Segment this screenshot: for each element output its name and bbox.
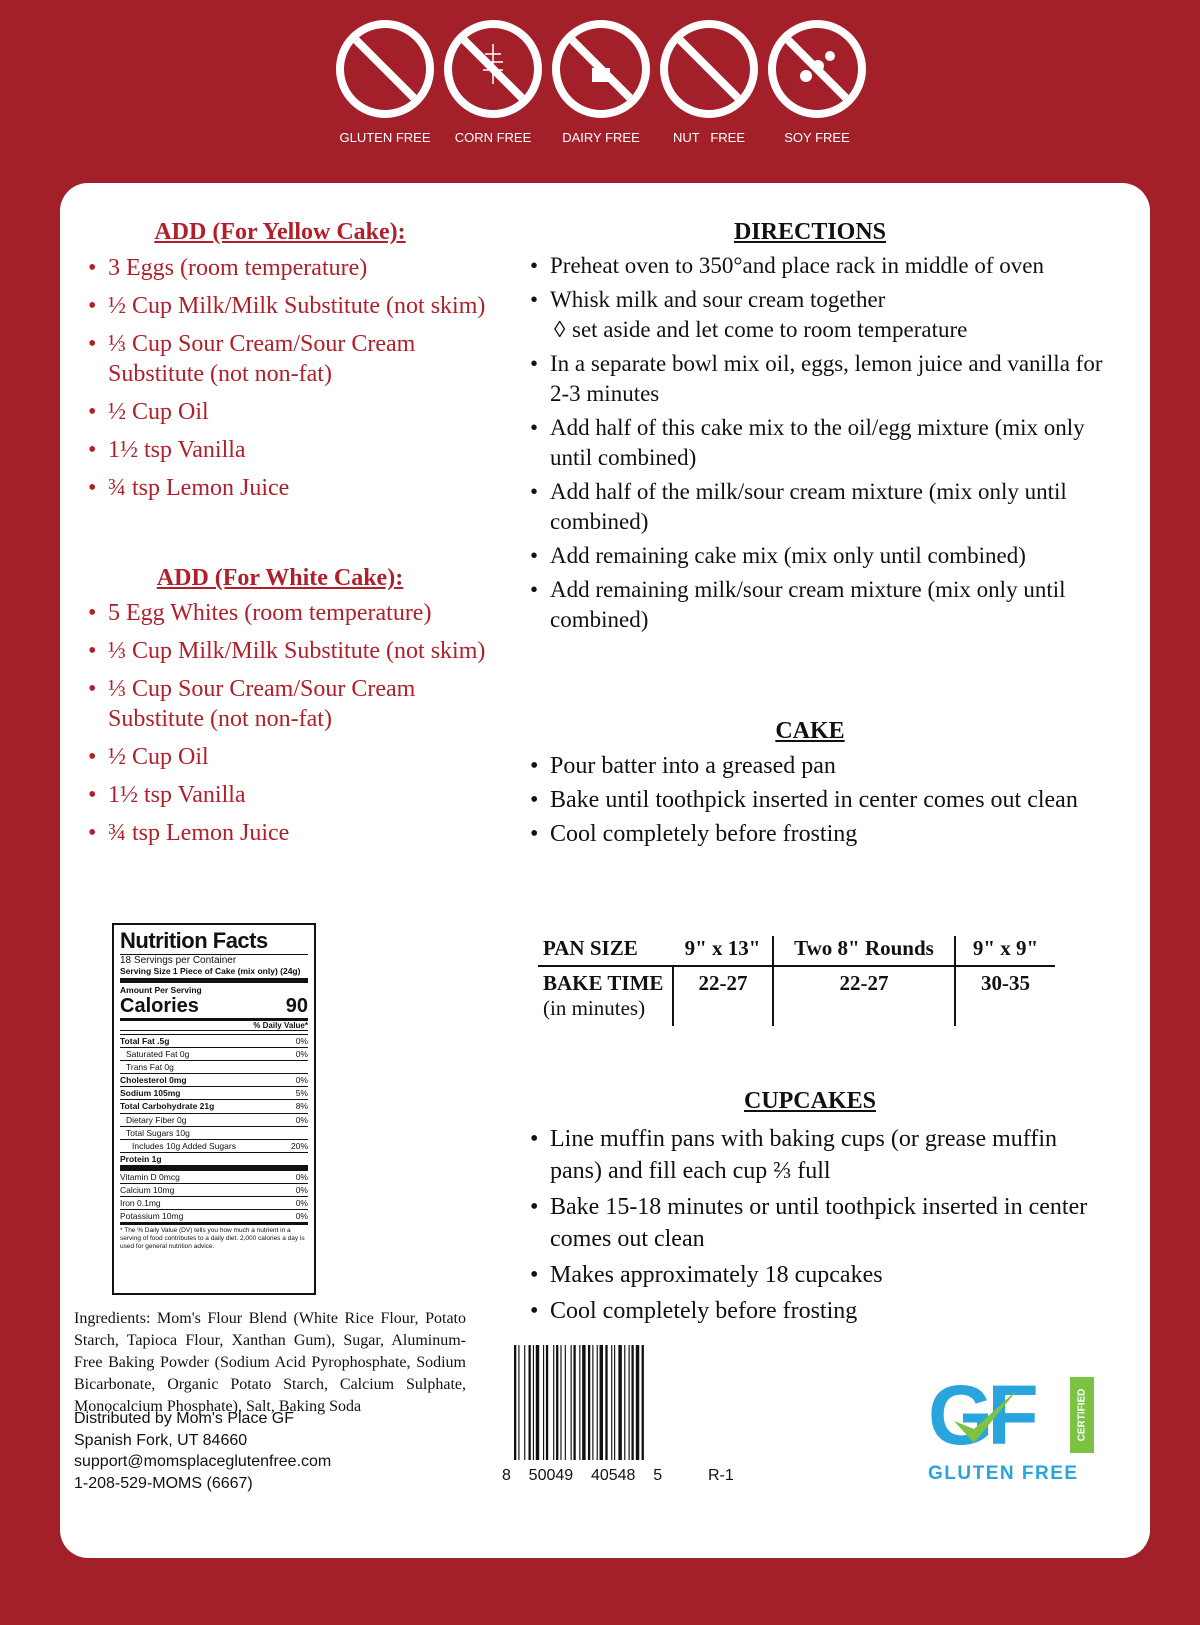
barcode [500,1345,734,1500]
list-item: • ⅓ Cup Sour Cream/Sour Cream Substitute (not non-fat) [88,674,488,734]
pan-9x9: 9" x 9" [955,936,1055,966]
bake-time-unit: (in minutes) [543,996,646,1020]
list-item: • Preheat oven to 350°and place rack in middle of oven [530,251,1110,281]
nutrient-row [120,1183,308,1196]
bake-time-9x13: 22-27 [673,966,773,1026]
barcode-bar [597,1345,598,1460]
badge-dairy-free [546,20,656,145]
milk-carton-icon [552,20,650,118]
soybean-icon [768,20,866,118]
nutrient-dv: 5% [295,1088,308,1099]
nutrition-facts-label [112,923,316,1295]
daily-value-header: % Daily Value* [120,1021,308,1031]
serving-size: Serving Size 1 Piece of Cake (mix only) (24g) [120,966,308,983]
barcode-bar [592,1345,593,1460]
list-item: • Line muffin pans with baking cups (or grease muffin pans) and fill each cup ⅔ full [530,1123,1110,1187]
nutrient-name: Sodium 105mg [120,1088,181,1099]
bake-time-table [538,936,1055,1026]
list-item: • Makes approximately 18 cupcakes [530,1259,1110,1291]
list-item: • Add remaining milk/sour cream mixture (mix only until combined) [530,575,1110,635]
list-item: • Add remaining cake mix (mix only until combined) [530,541,1110,571]
pan-size-label: PAN SIZE [538,936,673,966]
nutrient-dv: 0% [295,1198,308,1209]
barcode-bar [642,1345,644,1460]
certified-tag [1070,1377,1094,1453]
list-item: • ⅓ Cup Sour Cream/Sour Cream Substitute (not non-fat) [88,329,488,389]
badge-soy-free [762,20,872,145]
list-item: • ¾ tsp Lemon Juice [88,473,488,503]
list-item: • ½ Cup Milk/Milk Substitute (not skim) [88,291,488,321]
gf-certified-logo [928,1368,1100,1493]
barcode-bar [618,1345,621,1460]
nutrient-name: Total Carbohydrate 21g [120,1101,215,1112]
barcode-bar [553,1345,554,1460]
corn-icon [444,20,542,118]
calories-label: Calories [120,995,199,1017]
barcode-bar [614,1345,615,1460]
list-item: • Bake until toothpick inserted in center comes out clean [530,785,1110,815]
list-item: • Add half of this cake mix to the oil/egg mixture (mix only until combined) [530,413,1110,473]
nutrient-dv: 0% [295,1036,308,1046]
list-item: • Bake 15-18 minutes or until toothpick inserted in center comes out clean [530,1191,1110,1255]
nutrient-name: Potassium 10mg [120,1211,184,1222]
nutrient-dv: 0% [295,1185,308,1196]
barcode-bar [629,1345,630,1460]
nutrient-row [120,1073,308,1086]
barcode-bar [529,1345,531,1460]
ingredients-text: Ingredients: Mom's Flour Blend (White Rice Flour, Potato Starch, Tapioca Flour, Xanthan Gum), Sugar, Aluminum-Free Baking Powder (Sodium Acid Pyrophosphate, Sodium Bicarbonate, Organic Potato Starch, Calcium Sulphate, Monocalcium Phosphate), Salt, Baking Soda [74,1310,466,1415]
badge-label: DAIRY FREE [562,130,640,145]
bake-time-9x9: 30-35 [955,966,1055,1026]
nutrient-dv: 0% [295,1049,308,1060]
nutrient-name: Total Sugars 10g [126,1127,190,1138]
distributor-address: Spanish Fork, UT 84660 [74,1431,248,1449]
nutrient-name: Dietary Fiber 0g [126,1114,187,1125]
instructions-panel [60,183,1150,1558]
cake-list [530,751,1110,853]
barcode-bar [573,1345,575,1460]
nutrient-row [120,1060,308,1073]
barcode-bar [579,1345,580,1460]
allergen-badges [330,20,870,155]
nutrient-dv: 0% [295,1114,308,1125]
barcode-bar [631,1345,633,1460]
nutrient-row [120,1034,308,1047]
bake-time-label [538,966,673,1026]
list-item: • Whisk milk and sour cream together [530,285,1110,315]
nutrient-row [120,1047,308,1060]
barcode-bar [588,1345,590,1460]
calories-value: 90 [285,995,308,1017]
nutrient-row [120,1170,308,1183]
revision-code: R-1 [708,1467,734,1484]
barcode-bars [514,1345,690,1460]
list-item: • 1½ tsp Vanilla [88,435,488,465]
barcode-bar [605,1345,607,1460]
pan-9x13: 9" x 13" [673,936,773,966]
nutrient-dv: 0% [295,1075,308,1086]
list-item: • Cool completely before frosting [530,1295,1110,1327]
list-item: • In a separate bowl mix oil, eggs, lemon juice and vanilla for 2-3 minutes [530,349,1110,409]
badge-label: SOY FREE [784,130,850,145]
nutrient-name: Total Fat .5g [120,1036,170,1046]
nutrient-row [120,1139,308,1152]
barcode-bar [611,1345,612,1460]
pan-two-8-rounds: Two 8" Rounds [773,936,955,966]
barcode-bar [533,1345,534,1460]
nutrient-row [120,1086,308,1099]
list-item: • Cool completely before frosting [530,819,1110,849]
list-item: • 1½ tsp Vanilla [88,780,488,810]
nutrient-name: Iron 0.1mg [120,1198,161,1209]
bake-time-title: BAKE TIME [543,971,664,995]
barcode-bar [524,1345,525,1460]
yellow-cake-heading: ADD (For Yellow Cake): [154,219,406,245]
list-item: • 3 Eggs (room temperature) [88,253,488,283]
list-item: • Add half of the milk/sour cream mixture (mix only until combined) [530,477,1110,537]
barcode-bar [636,1345,639,1460]
nutrient-row [120,1113,308,1126]
barcode-bar [582,1345,585,1460]
badge-label: NUT FREE [673,130,745,145]
directions-heading: DIRECTIONS [733,219,887,245]
barcode-bar [518,1345,519,1460]
distributor-phone: 1-208-529-MOMS (6667) [74,1474,253,1492]
badge-label: CORN FREE [454,130,532,145]
servings-per-container: 18 Servings per Container [120,954,308,966]
nutrient-name: Protein 1g [120,1153,162,1164]
cupcakes-list [530,1123,1110,1331]
gluten-free-caption: GLUTEN FREE [928,1463,1079,1484]
badge-nut-free [654,20,764,145]
nutrient-dv: 20% [290,1140,308,1151]
nutrition-footnote: * The % Daily Value (DV) tells you how much a nutrient in a serving of food contributes to a daily diet. 2,000 calories a day is used for general nutrition advice. [120,1222,308,1251]
distributor-line: Distributed by Mom's Place GF [74,1410,295,1427]
barcode-bar [600,1345,603,1460]
badge-label: GLUTEN FREE [339,130,431,145]
wheat-icon [336,20,434,118]
nutrient-rows [120,1034,308,1222]
directions-list [530,251,1110,639]
nutrient-name: Saturated Fat 0g [126,1049,190,1060]
badge-corn-free [438,20,548,145]
nutrient-name: Calcium 10mg [120,1185,175,1196]
white-cake-list [88,598,488,856]
nutrient-row [120,1099,308,1112]
badge-gluten-free [330,20,440,145]
certified-text: CERTIFIED [1076,1388,1088,1442]
nutrient-name: Cholesterol 0mg [120,1075,187,1086]
list-item: • ½ Cup Oil [88,397,488,427]
distributor-info [74,1408,466,1494]
nutrient-row [120,1152,308,1170]
barcode-bar [543,1345,544,1460]
barcode-bar [624,1345,625,1460]
barcode-bar [514,1345,516,1460]
nutrition-title: Nutrition Facts [120,928,268,953]
list-item: ◊ set aside and let come to room temperature [530,315,1110,345]
list-item: • 5 Egg Whites (room temperature) [88,598,488,628]
barcode-bar [536,1345,539,1460]
barcode-bar [571,1345,572,1460]
white-cake-heading: ADD (For White Cake): [156,565,404,591]
nutrient-name: Vitamin D 0mcg [120,1171,180,1182]
cake-heading: CAKE [775,718,845,744]
cupcakes-heading: CUPCAKES [743,1088,876,1114]
nutrient-dv: 8% [295,1101,308,1112]
nutrient-row [120,1126,308,1139]
nutrient-dv: 0% [295,1211,308,1222]
nutrient-row [120,1209,308,1222]
gf-mark: GF [928,1368,1033,1462]
nutrient-dv: 0% [295,1171,308,1182]
amount-per-serving: Amount Per Serving [120,985,202,995]
checkmark-icon [946,1383,1026,1453]
barcode-bar [546,1345,548,1460]
bake-time-8-rounds: 22-27 [773,966,955,1026]
barcode-bar [560,1345,561,1460]
list-item: • ¾ tsp Lemon Juice [88,818,488,848]
distributor-email: support@momsplaceglutenfree.com [74,1453,332,1470]
calories-row [120,995,308,1021]
yellow-cake-list [88,253,488,511]
list-item: • Pour batter into a greased pan [530,751,1110,781]
peanut-icon [660,20,758,118]
list-item: • ⅓ Cup Milk/Milk Substitute (not skim) [88,636,488,666]
nutrient-name: Trans Fat 0g [126,1062,174,1073]
barcode-digits: 8 50049 40548 5 [502,1467,663,1484]
list-item: • ½ Cup Oil [88,742,488,772]
nutrient-row [120,1196,308,1209]
barcode-bar [556,1345,558,1460]
barcode-bar [565,1345,566,1460]
nutrient-name: Includes 10g Added Sugars [132,1140,236,1151]
